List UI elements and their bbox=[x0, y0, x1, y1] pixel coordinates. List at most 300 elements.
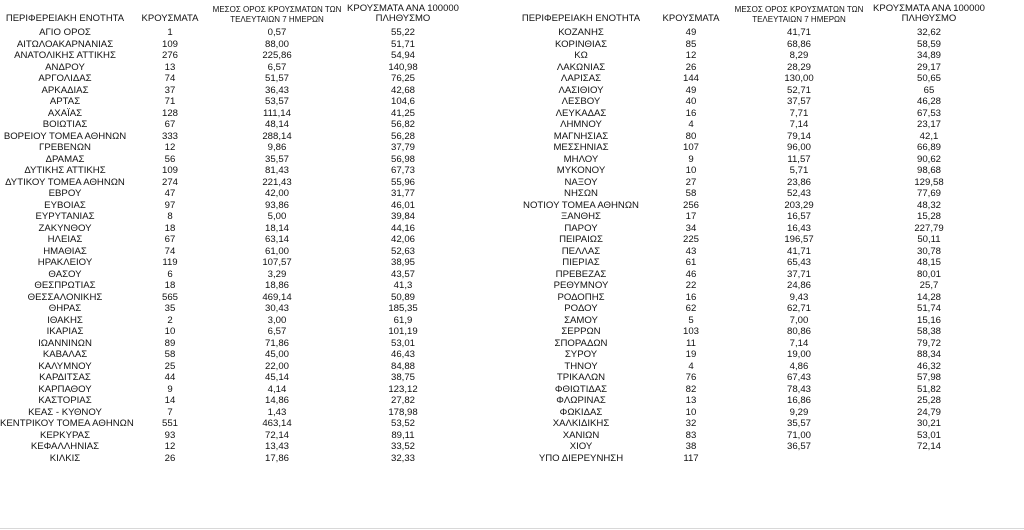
region-cell: ΡΟΔΟΠΗΣ bbox=[557, 291, 605, 303]
avg7-cell: 37,71 bbox=[786, 268, 811, 280]
avg7-cell: 62,71 bbox=[786, 303, 811, 314]
cases-cell: 26 bbox=[164, 452, 176, 464]
avg7-cell: 28,29 bbox=[786, 61, 811, 73]
region-cell: ΜΥΚΟΝΟΥ bbox=[556, 165, 606, 176]
avg7-cell: 288,14 bbox=[262, 130, 292, 142]
region-cell: ΚΩ bbox=[574, 50, 588, 61]
per100k-cell: 34,89 bbox=[916, 50, 941, 61]
avg7-cell: 88,00 bbox=[264, 38, 289, 50]
cases-cell: 46 bbox=[685, 268, 697, 280]
avg7-cell: 41,71 bbox=[786, 27, 811, 38]
region-cell: ΚΑΛΥΜΝΟΥ bbox=[38, 360, 92, 372]
per100k-cell: 79,72 bbox=[916, 337, 941, 349]
cases-cell: 12 bbox=[164, 441, 176, 452]
region-cell: ΜΕΣΣΗΝΙΑΣ bbox=[553, 142, 609, 153]
cases-cell: 119 bbox=[162, 257, 178, 268]
region-cell: ΣΑΜΟΥ bbox=[564, 314, 598, 326]
per100k-cell: 77,69 bbox=[916, 188, 941, 199]
cases-cell: 34 bbox=[685, 222, 697, 234]
avg7-cell: 63,14 bbox=[264, 234, 289, 245]
cases-cell: 93 bbox=[164, 429, 176, 441]
per100k-cell: 58,38 bbox=[916, 326, 941, 337]
cases-cell: 18 bbox=[164, 222, 176, 234]
per100k-cell: 55,22 bbox=[390, 27, 415, 38]
per100k-cell: 84,88 bbox=[390, 360, 415, 372]
per100k-cell: 140,98 bbox=[388, 61, 418, 73]
per100k-cell: 48,15 bbox=[916, 257, 941, 268]
avg7-cell: 111,14 bbox=[263, 107, 291, 119]
region-cell: ΔΥΤΙΚΟΥ ΤΟΜΕΑ ΑΘΗΝΩΝ bbox=[5, 176, 125, 188]
per100k-cell: 23,17 bbox=[916, 119, 941, 130]
region-cell: ΧΑΛΚΙΔΙΚΗΣ bbox=[552, 418, 610, 429]
cases-cell: 58 bbox=[685, 188, 697, 199]
per100k-cell: 53,01 bbox=[390, 337, 415, 349]
avg7-cell: 9,43 bbox=[789, 291, 809, 303]
per100k-cell: 98,68 bbox=[916, 165, 941, 176]
avg7-cell: 71,00 bbox=[786, 429, 811, 441]
region-cell: ΦΩΚΙΔΑΣ bbox=[559, 406, 603, 418]
header-avg7: ΜΕΣΟΣ ΟΡΟΣ ΚΡΟΥΣΜΑΤΩΝ ΤΩΝ ΤΕΛΕΥΤΑΙΩΝ 7 ΗΜΕΡΩΝ bbox=[212, 5, 342, 24]
per100k-cell: 38,95 bbox=[390, 257, 415, 268]
region-cell: ΛΑΣΙΘΙΟΥ bbox=[558, 84, 604, 96]
region-cell: ΛΕΥΚΑΔΑΣ bbox=[555, 107, 607, 119]
avg7-cell: 23,86 bbox=[786, 176, 811, 188]
per100k-cell: 41,25 bbox=[390, 107, 415, 119]
avg7-cell: 7,71 bbox=[789, 107, 809, 119]
per100k-cell: 39,84 bbox=[390, 211, 415, 222]
avg7-cell bbox=[732, 453, 866, 465]
cases-cell: 333 bbox=[161, 130, 178, 142]
per100k-cell: 53,01 bbox=[916, 429, 941, 441]
per100k-cell: 54,94 bbox=[390, 50, 415, 61]
avg7-cell: 4,14 bbox=[267, 383, 287, 395]
per100k-cell: 32,33 bbox=[390, 452, 415, 464]
cases-cell: 16 bbox=[685, 107, 697, 119]
cases-cell: 67 bbox=[164, 119, 176, 130]
cases-cell: 37 bbox=[164, 84, 176, 96]
cases-cell: 144 bbox=[682, 73, 699, 84]
region-cell: ΘΑΣΟΥ bbox=[48, 268, 82, 280]
region-cell: ΕΒΡΟΥ bbox=[48, 188, 82, 199]
avg7-cell: 203,29 bbox=[784, 199, 814, 211]
region-cell: ΓΡΕΒΕΝΩΝ bbox=[39, 142, 91, 153]
per100k-cell: 89,11 bbox=[391, 429, 415, 441]
cases-cell: 40 bbox=[685, 96, 697, 107]
per100k-cell: 41,3 bbox=[393, 280, 413, 291]
cases-cell: 71 bbox=[164, 96, 176, 107]
per100k-cell: 42,1 bbox=[919, 130, 939, 142]
avg7-cell: 3,00 bbox=[267, 314, 287, 326]
region-cell: ΗΛΕΙΑΣ bbox=[47, 234, 83, 245]
per100k-cell: 80,01 bbox=[916, 268, 941, 280]
avg7-cell: 469,14 bbox=[262, 291, 292, 303]
per100k-cell: 185,35 bbox=[388, 303, 418, 314]
per100k-cell: 25,7 bbox=[919, 280, 939, 291]
avg7-cell: 48,14 bbox=[264, 119, 289, 130]
header-region: ΠΕΡΙΦΕΡΕΙΑΚΗ ΕΝΟΤΗΤΑ bbox=[521, 13, 641, 24]
region-cell: ΦΛΩΡΙΝΑΣ bbox=[556, 395, 606, 406]
cases-cell: 551 bbox=[161, 418, 178, 429]
region-cell: ΚΟΡΙΝΘΙΑΣ bbox=[554, 38, 608, 50]
region-cell: ΤΡΙΚΑΛΩΝ bbox=[556, 372, 606, 383]
cases-cell: 76 bbox=[685, 372, 697, 383]
avg7-cell: 72,14 bbox=[264, 429, 289, 441]
region-cell: ΣΥΡΟΥ bbox=[564, 349, 598, 360]
region-cell: ΝΟΤΙΟΥ ΤΟΜΕΑ ΑΘΗΝΩΝ bbox=[523, 199, 639, 211]
region-cell: ΠΑΡΟΥ bbox=[564, 222, 598, 234]
region-cell: ΞΑΝΘΗΣ bbox=[561, 211, 601, 222]
per100k-cell: 67,73 bbox=[390, 165, 415, 176]
per100k-cell: 52,63 bbox=[390, 245, 415, 257]
region-cell: ΠΕΙΡΑΙΩΣ bbox=[559, 234, 603, 245]
cases-cell: 128 bbox=[161, 107, 178, 119]
per100k-cell: 51,74 bbox=[916, 303, 941, 314]
per100k-cell: 55,96 bbox=[390, 176, 415, 188]
cases-cell: 9 bbox=[688, 153, 694, 165]
per100k-cell: 72,14 bbox=[916, 441, 941, 452]
header-cases: ΚΡΟΥΣΜΑΤΑ bbox=[141, 13, 199, 24]
per100k-cell: 15,28 bbox=[916, 211, 941, 222]
per100k-cell: 50,65 bbox=[916, 73, 941, 84]
cases-cell: 17 bbox=[685, 211, 697, 222]
avg7-cell: 9,86 bbox=[267, 142, 287, 153]
avg7-cell: 18,14 bbox=[264, 222, 289, 234]
region-cell: ΡΕΘΥΜΝΟΥ bbox=[553, 280, 609, 291]
cases-cell: 49 bbox=[685, 27, 697, 38]
region-cell: ΠΙΕΡΙΑΣ bbox=[562, 257, 600, 268]
cases-cell: 61 bbox=[685, 257, 697, 268]
avg7-cell: 196,57 bbox=[784, 234, 814, 245]
cases-cell: 6 bbox=[167, 268, 173, 280]
region-cell: ΙΘΑΚΗΣ bbox=[47, 314, 83, 326]
avg7-cell: 45,14 bbox=[264, 372, 289, 383]
per100k-cell: 24,79 bbox=[916, 406, 941, 418]
cases-cell: 12 bbox=[164, 142, 176, 153]
avg7-cell: 65,43 bbox=[786, 257, 811, 268]
per100k-cell: 50,89 bbox=[390, 291, 415, 303]
avg7-cell: 35,57 bbox=[264, 153, 289, 165]
region-cell: ΝΑΞΟΥ bbox=[564, 176, 598, 188]
avg7-cell: 5,00 bbox=[267, 211, 287, 222]
header-region: ΠΕΡΙΦΕΡΕΙΑΚΗ ΕΝΟΤΗΤΑ bbox=[5, 13, 125, 24]
avg7-cell: 81,43 bbox=[264, 165, 289, 176]
avg7-cell: 7,14 bbox=[789, 119, 809, 130]
cases-cell: 44 bbox=[164, 372, 176, 383]
per100k-cell: 42,68 bbox=[390, 84, 415, 96]
region-cell: ΛΕΣΒΟΥ bbox=[561, 96, 601, 107]
region-cell: ΔΥΤΙΚΗΣ ΑΤΤΙΚΗΣ bbox=[24, 165, 106, 176]
per100k-cell: 51,82 bbox=[916, 383, 941, 395]
region-cell: ΛΗΜΝΟΥ bbox=[560, 119, 602, 130]
cases-cell: 1 bbox=[167, 27, 173, 38]
avg7-cell: 463,14 bbox=[262, 418, 292, 429]
avg7-cell: 41,71 bbox=[786, 245, 811, 257]
region-cell: ΥΠΟ ΔΙΕΡΕΥΝΗΣΗ bbox=[538, 452, 624, 464]
per100k-cell: 46,28 bbox=[916, 96, 941, 107]
per100k-cell: 33,52 bbox=[390, 441, 415, 452]
per100k-cell: 46,43 bbox=[390, 349, 415, 360]
cases-cell: 80 bbox=[685, 130, 697, 142]
cases-cell: 109 bbox=[161, 38, 178, 50]
cases-cell: 225 bbox=[682, 234, 699, 245]
region-cell: ΑΝΑΤΟΛΙΚΗΣ ΑΤΤΙΚΗΣ bbox=[14, 50, 116, 61]
region-cell: ΕΥΡΥΤΑΝΙΑΣ bbox=[35, 211, 95, 222]
avg7-cell: 16,43 bbox=[786, 222, 811, 234]
per100k-cell: 53,52 bbox=[390, 418, 415, 429]
region-cell: ΕΥΒΟΙΑΣ bbox=[44, 199, 86, 211]
avg7-cell: 7,00 bbox=[789, 314, 809, 326]
avg7-cell: 68,86 bbox=[786, 38, 811, 50]
cases-cell: 74 bbox=[164, 245, 176, 257]
avg7-cell: 17,86 bbox=[264, 452, 289, 464]
avg7-cell: 79,14 bbox=[786, 130, 811, 142]
region-cell: ΚΑΡΠΑΘΟΥ bbox=[38, 383, 92, 395]
avg7-cell: 22,00 bbox=[264, 360, 289, 372]
region-cell: ΒΟΙΩΤΙΑΣ bbox=[42, 119, 88, 130]
per100k-cell: 65 bbox=[923, 84, 935, 96]
region-cell: ΒΟΡΕΙΟΥ ΤΟΜΕΑ ΑΘΗΝΩΝ bbox=[3, 130, 127, 142]
cases-cell: 83 bbox=[685, 429, 697, 441]
per100k-cell: 32,62 bbox=[916, 27, 941, 38]
cases-cell: 25 bbox=[164, 360, 176, 372]
cases-cell: 256 bbox=[682, 199, 699, 211]
cases-cell: 18 bbox=[164, 280, 176, 291]
cases-cell: 26 bbox=[685, 61, 697, 73]
per100k-cell: 66,89 bbox=[916, 142, 941, 153]
per100k-cell: 76,25 bbox=[390, 73, 415, 84]
per100k-cell: 30,78 bbox=[916, 245, 941, 257]
per100k-cell: 178,98 bbox=[388, 406, 418, 418]
per100k-cell: 88,34 bbox=[916, 349, 941, 360]
avg7-cell: 36,43 bbox=[264, 84, 289, 96]
region-cell: ΑΙΤΩΛΟΑΚΑΡΝΑΝΙΑΣ bbox=[16, 38, 114, 50]
cases-cell: 10 bbox=[164, 326, 176, 337]
region-cell: ΠΡΕΒΕΖΑΣ bbox=[555, 268, 607, 280]
cases-cell: 58 bbox=[164, 349, 176, 360]
avg7-cell: 9,29 bbox=[789, 406, 809, 418]
per100k-cell: 56,28 bbox=[390, 130, 415, 142]
per100k-cell: 31,77 bbox=[390, 188, 415, 199]
per100k-cell: 123,12 bbox=[388, 383, 418, 395]
region-cell: ΙΩΑΝΝΙΝΩΝ bbox=[38, 337, 92, 349]
avg7-cell: 52,71 bbox=[786, 84, 811, 96]
avg7-cell: 93,86 bbox=[264, 199, 289, 211]
region-cell: ΚΙΛΚΙΣ bbox=[49, 452, 81, 464]
per100k-cell: 56,82 bbox=[390, 119, 415, 130]
avg7-cell: 53,57 bbox=[264, 96, 289, 107]
region-cell: ΚΟΖΑΝΗΣ bbox=[558, 27, 604, 38]
per100k-cell: 48,32 bbox=[916, 199, 941, 211]
cases-cell: 4 bbox=[688, 119, 694, 130]
cases-cell: 7 bbox=[167, 406, 173, 418]
avg7-cell: 3,29 bbox=[267, 268, 287, 280]
cases-cell: 67 bbox=[164, 234, 176, 245]
avg7-cell: 80,86 bbox=[786, 326, 811, 337]
per100k-cell: 27,82 bbox=[390, 395, 415, 406]
cases-cell: 43 bbox=[685, 245, 697, 257]
bottom-divider bbox=[0, 528, 1024, 529]
cases-cell: 117 bbox=[683, 452, 699, 464]
region-cell: ΜΗΛΟΥ bbox=[563, 153, 599, 165]
cases-cell: 85 bbox=[685, 38, 697, 50]
avg7-cell: 221,43 bbox=[262, 176, 292, 188]
avg7-cell: 42,00 bbox=[264, 188, 289, 199]
per100k-cell: 101,19 bbox=[388, 326, 418, 337]
header-avg7: ΜΕΣΟΣ ΟΡΟΣ ΚΡΟΥΣΜΑΤΩΝ ΤΩΝ ΤΕΛΕΥΤΑΙΩΝ 7 ΗΜΕΡΩΝ bbox=[734, 5, 864, 24]
region-cell: ΣΕΡΡΩΝ bbox=[561, 326, 601, 337]
avg7-cell: 78,43 bbox=[786, 383, 811, 395]
cases-cell: 62 bbox=[685, 303, 697, 314]
avg7-cell: 4,86 bbox=[789, 360, 809, 372]
per100k-cell: 61,9 bbox=[393, 314, 413, 326]
per100k-cell: 25,28 bbox=[916, 395, 941, 406]
region-cell: ΘΕΣΠΡΩΤΙΑΣ bbox=[34, 280, 96, 291]
avg7-cell: 14,86 bbox=[264, 395, 289, 406]
cases-cell: 109 bbox=[161, 165, 178, 176]
per100k-cell: 30,21 bbox=[916, 418, 941, 429]
cases-cell: 49 bbox=[685, 84, 697, 96]
region-cell: ΔΡΑΜΑΣ bbox=[45, 153, 85, 165]
per100k-cell: 43,57 bbox=[390, 268, 415, 280]
avg7-cell: 16,86 bbox=[786, 395, 811, 406]
per100k-cell: 227,79 bbox=[914, 222, 944, 234]
region-cell: ΖΑΚΥΝΘΟΥ bbox=[38, 222, 92, 234]
region-cell: ΑΝΔΡΟΥ bbox=[45, 61, 85, 73]
cases-cell: 19 bbox=[685, 349, 697, 360]
per100k-cell: 90,62 bbox=[916, 153, 941, 165]
avg7-cell: 19,00 bbox=[786, 349, 811, 360]
cases-cell: 107 bbox=[682, 142, 699, 153]
cases-cell: 11 bbox=[686, 337, 696, 349]
cases-cell: 2 bbox=[167, 314, 173, 326]
avg7-cell: 30,43 bbox=[264, 303, 289, 314]
region-cell: ΚΑΣΤΟΡΙΑΣ bbox=[38, 395, 92, 406]
region-cell: ΘΕΣΣΑΛΟΝΙΚΗΣ bbox=[27, 291, 103, 303]
region-cell: ΦΘΙΩΤΙΔΑΣ bbox=[554, 383, 608, 395]
avg7-cell: 61,00 bbox=[264, 245, 289, 257]
avg7-cell: 225,86 bbox=[262, 50, 292, 61]
avg7-cell: 8,29 bbox=[789, 50, 809, 61]
cases-cell: 276 bbox=[161, 50, 178, 61]
avg7-cell: 18,86 bbox=[264, 280, 289, 291]
avg7-cell: 45,00 bbox=[264, 349, 289, 360]
cases-cell: 47 bbox=[164, 188, 176, 199]
avg7-cell: 36,57 bbox=[786, 441, 811, 452]
region-cell: ΝΗΣΩΝ bbox=[564, 188, 598, 199]
region-cell: ΡΟΔΟΥ bbox=[564, 303, 598, 314]
per100k-cell: 29,17 bbox=[916, 61, 941, 73]
avg7-cell: 6,57 bbox=[267, 61, 287, 73]
avg7-cell: 71,86 bbox=[264, 337, 289, 349]
region-cell: ΠΕΛΛΑΣ bbox=[561, 245, 601, 257]
cases-cell: 103 bbox=[682, 326, 699, 337]
per100k-cell: 67,53 bbox=[916, 107, 941, 119]
per100k-cell bbox=[866, 453, 992, 465]
avg7-cell: 16,57 bbox=[786, 211, 811, 222]
region-cell: ΚΕΦΑΛΛΗΝΙΑΣ bbox=[30, 441, 100, 452]
cases-cell: 89 bbox=[164, 337, 176, 349]
region-cell: ΜΑΓΝΗΣΙΑΣ bbox=[553, 130, 609, 142]
cases-cell: 10 bbox=[685, 406, 697, 418]
region-cell: ΚΕΝΤΡΙΚΟΥ ΤΟΜΕΑ ΑΘΗΝΩΝ bbox=[0, 418, 134, 429]
region-cell: ΙΚΑΡΙΑΣ bbox=[46, 326, 84, 337]
cases-cell: 12 bbox=[685, 50, 697, 61]
region-cell: ΑΡΤΑΣ bbox=[49, 96, 81, 107]
per100k-cell: 51,71 bbox=[390, 38, 415, 50]
cases-cell: 10 bbox=[685, 165, 697, 176]
cases-cell: 56 bbox=[164, 153, 176, 165]
region-cell: ΚΑΡΔΙΤΣΑΣ bbox=[39, 372, 91, 383]
per100k-cell: 38,75 bbox=[390, 372, 415, 383]
region-cell: ΤΗΝΟΥ bbox=[564, 360, 598, 372]
region-cell: ΛΑΡΙΣΑΣ bbox=[560, 73, 602, 84]
avg7-cell: 96,00 bbox=[786, 142, 811, 153]
per100k-cell: 37,79 bbox=[390, 142, 415, 153]
avg7-cell: 6,57 bbox=[267, 326, 287, 337]
avg7-cell: 0,57 bbox=[267, 27, 287, 38]
avg7-cell: 13,43 bbox=[264, 441, 289, 452]
avg7-cell: 51,57 bbox=[264, 73, 289, 84]
per100k-cell: 56,98 bbox=[390, 153, 415, 165]
header-cases: ΚΡΟΥΣΜΑΤΑ bbox=[662, 13, 720, 24]
cases-cell: 274 bbox=[161, 176, 178, 188]
right-table bbox=[512, 0, 992, 464]
region-cell: ΧΙΟΥ bbox=[569, 441, 593, 452]
cases-cell: 16 bbox=[685, 291, 697, 303]
cases-cell: 565 bbox=[161, 291, 178, 303]
region-cell: ΛΑΚΩΝΙΑΣ bbox=[556, 61, 606, 73]
region-cell: ΗΜΑΘΙΑΣ bbox=[43, 245, 87, 257]
cases-cell: 35 bbox=[164, 303, 176, 314]
region-cell: ΘΗΡΑΣ bbox=[48, 303, 82, 314]
per100k-cell: 50,11 bbox=[917, 234, 941, 245]
left-table bbox=[0, 0, 462, 464]
cases-cell: 4 bbox=[688, 360, 694, 372]
per100k-cell: 15,16 bbox=[916, 314, 941, 326]
cases-cell: 38 bbox=[685, 441, 697, 452]
header-per100k: ΚΡΟΥΣΜΑΤΑ ΑΝΑ 100000 ΠΛΗΘΥΣΜΟ bbox=[873, 3, 985, 24]
region-cell: ΗΡΑΚΛΕΙΟΥ bbox=[37, 257, 93, 268]
per100k-cell: 57,98 bbox=[916, 372, 941, 383]
region-cell: ΚΕΑΣ - ΚΥΘΝΟΥ bbox=[28, 406, 102, 418]
avg7-cell: 130,00 bbox=[784, 73, 814, 84]
per100k-cell: 42,06 bbox=[390, 234, 415, 245]
avg7-cell: 5,71 bbox=[789, 165, 809, 176]
region-cell: ΑΡΓΟΛΙΔΑΣ bbox=[38, 73, 92, 84]
region-cell: ΣΠΟΡΑΔΩΝ bbox=[554, 337, 608, 349]
cases-cell: 9 bbox=[167, 383, 173, 395]
avg7-cell: 67,43 bbox=[786, 372, 811, 383]
cases-cell: 8 bbox=[167, 211, 173, 222]
per100k-cell: 46,32 bbox=[916, 360, 941, 372]
avg7-cell: 1,43 bbox=[267, 406, 287, 418]
cases-cell: 13 bbox=[164, 61, 176, 73]
region-cell: ΚΕΡΚΥΡΑΣ bbox=[39, 429, 90, 441]
header-per100k: ΚΡΟΥΣΜΑΤΑ ΑΝΑ 100000 ΠΛΗΘΥΣΜΟ bbox=[347, 3, 459, 24]
region-cell: ΑΡΚΑΔΙΑΣ bbox=[41, 84, 89, 96]
per100k-cell: 14,28 bbox=[916, 291, 941, 303]
cases-cell: 14 bbox=[164, 395, 176, 406]
per100k-cell: 129,58 bbox=[914, 176, 944, 188]
cases-cell: 32 bbox=[685, 418, 697, 429]
per100k-cell: 46,01 bbox=[390, 199, 415, 211]
region-cell: ΑΧΑΪΑΣ bbox=[47, 107, 83, 119]
cases-cell: 27 bbox=[685, 176, 697, 188]
per100k-cell: 58,59 bbox=[916, 38, 941, 50]
cases-cell: 97 bbox=[164, 199, 176, 211]
cases-cell: 22 bbox=[685, 280, 697, 291]
region-cell: ΧΑΝΙΩΝ bbox=[562, 429, 600, 441]
